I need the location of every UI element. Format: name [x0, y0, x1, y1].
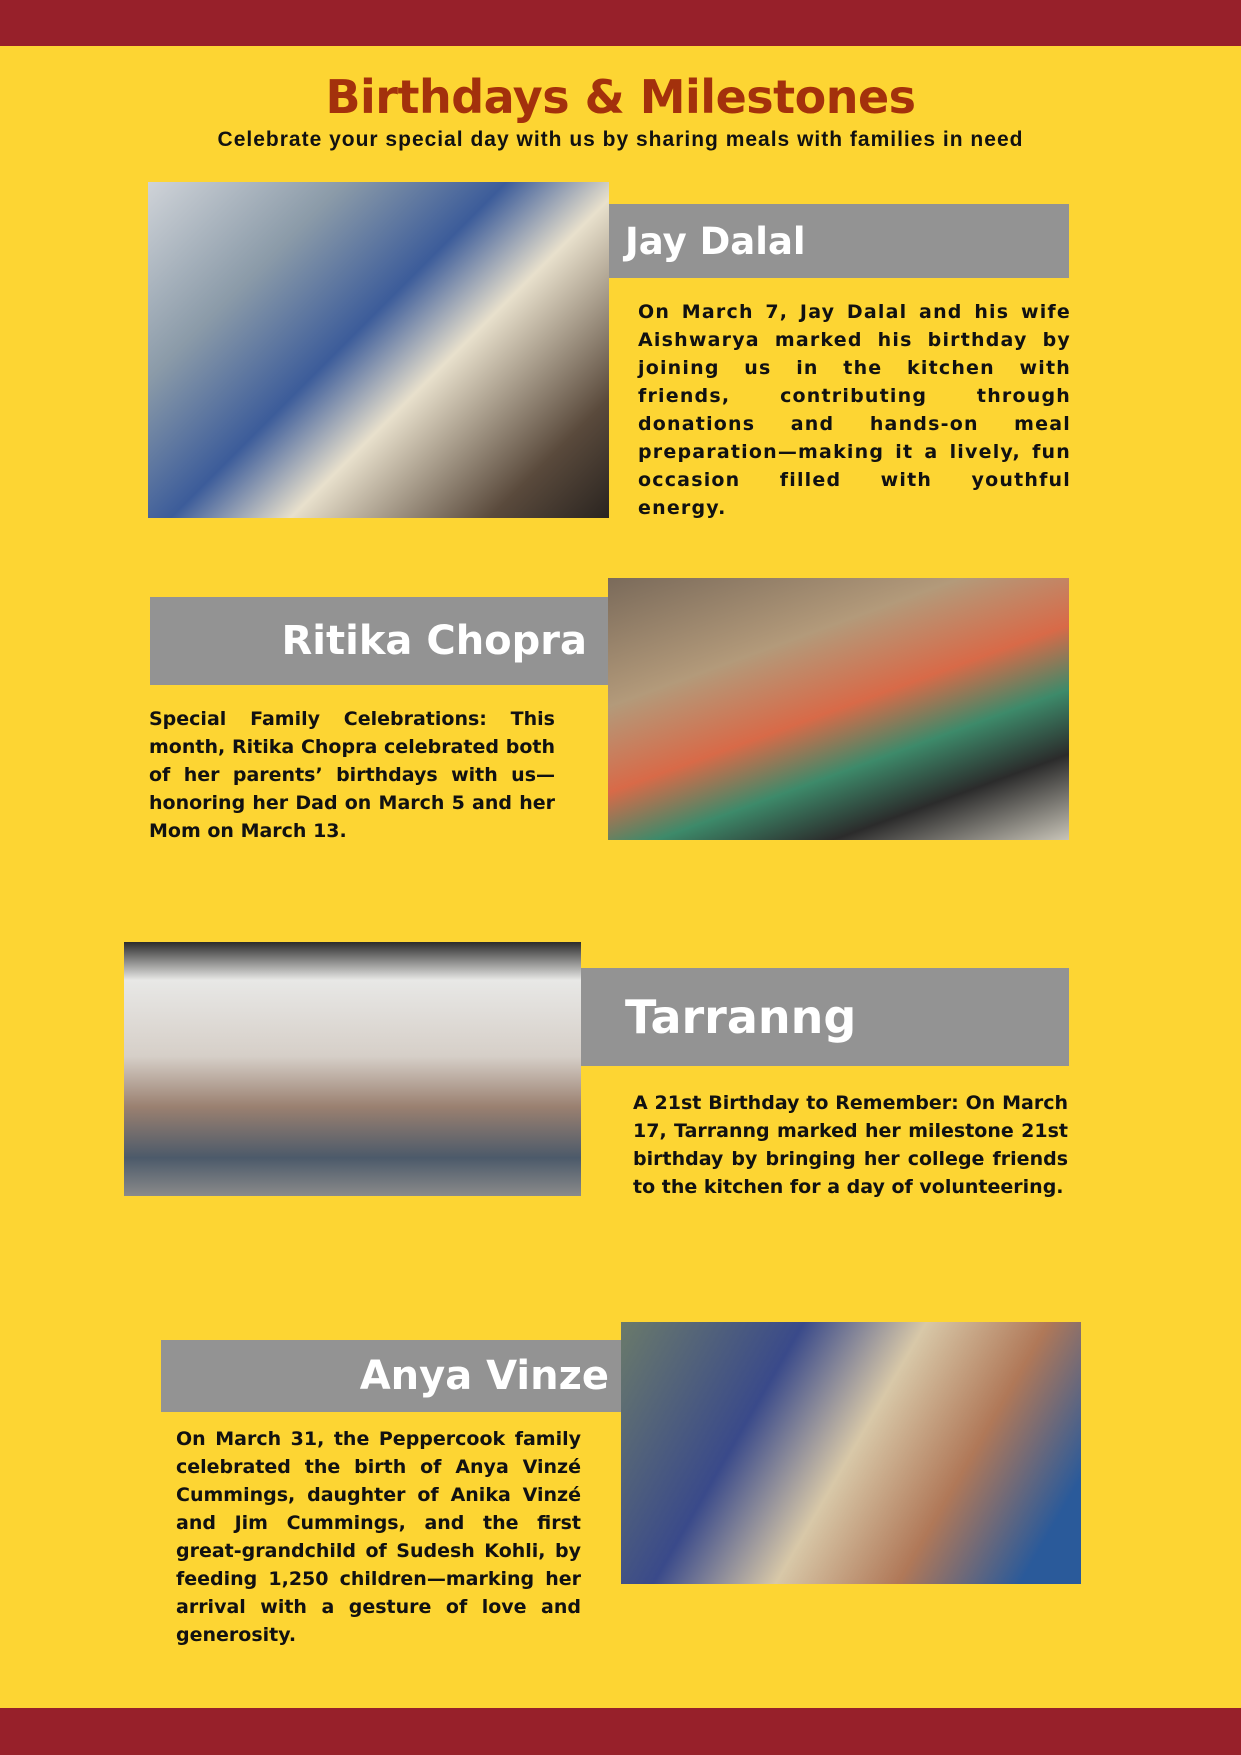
- tarranng-photo: [124, 942, 581, 1196]
- section-name: Jay Dalal: [625, 219, 806, 263]
- name-bar-anya-vinze: [161, 1340, 621, 1412]
- jay-dalal-photo: [148, 182, 609, 518]
- bottom-band: [0, 1708, 1241, 1755]
- page-subtitle: Celebrate your special day with us by sharing meals with families in need: [217, 128, 1024, 151]
- section-name: Anya Vinze: [359, 1353, 609, 1399]
- section-text: On March 31, the Peppercook family celebrated the birth of Anya Vinzé Cummings, daughter of Anika Vinzé and Jim Cummings, and the first great-grandchild of Sudesh Kohli, by feeding 1,250 children—marking her arrival with a gesture of love and generosity.: [176, 1428, 581, 1646]
- name-bar-ritika-chopra: [150, 597, 609, 685]
- name-bar-tarranng: [581, 968, 1069, 1066]
- name-bar-jay-dalal: [609, 204, 1069, 278]
- section-name: Ritika Chopra: [281, 618, 587, 664]
- top-band: [0, 0, 1241, 46]
- section-name: Tarranng: [625, 990, 857, 1044]
- anya-vinze-photo: [621, 1322, 1081, 1584]
- section-text: Special Family Celebrations: This month, Ritika Chopra celebrated both of her parents’ birthdays with us—honoring her Dad on March 5 and her Mom on March 13.: [149, 708, 555, 842]
- ritika-chopra-photo: [608, 578, 1069, 840]
- section-text: On March 7, Jay Dalal and his wife Aishwarya marked his birthday by joining us in the kitchen with friends, contributing through donations and hands-on meal preparation—making it a lively, fun occasion filled with youthful energy.: [638, 301, 1071, 519]
- section-text: A 21st Birthday to Remember: On March 17, Tarranng marked her milestone 21st birthday by bringing her college friends to the kitchen for a day of volunteering.: [633, 1092, 1068, 1198]
- page-title: Birthdays & Milestones: [325, 70, 916, 124]
